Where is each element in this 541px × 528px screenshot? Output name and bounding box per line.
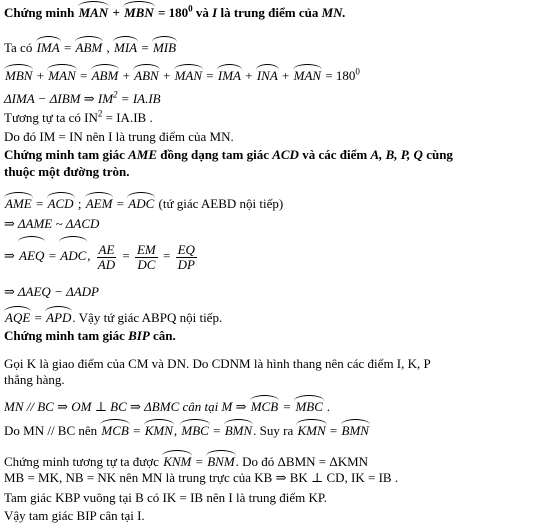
s2-line-3: ⇒ AEQ = ADC, $\frac{AE}{AD}$ = $\frac{EM}{DC}$ = $\frac{EQ}{DP}$ [4, 241, 195, 272]
s3-line-1: Gọi K là giao điểm của CM và DN. Do CDNM là hình thang nên các điểm I, K, P [4, 356, 431, 371]
arc-angle: ABN [134, 68, 159, 83]
s2-line-4: ⇒ ΔAEQ − ΔADP [4, 284, 99, 299]
arc-angle: MBC [181, 423, 209, 438]
arc-angle: ADC [128, 196, 155, 211]
arc-angle: IMA [217, 68, 241, 83]
arc-angle: MCB [101, 423, 129, 438]
section2-heading: Chứng minh tam giác AME đồng dạng tam giác ACD và các điểm A, B, P, Q cùng [4, 147, 453, 162]
s1-line-2: MBN + MAN = ABM + ABN + MAN = IMA + INA + MAN = $180^0$ [5, 66, 360, 83]
s3-line-6: MB = MK, NB = NK nên MN là trung trực của KB ⇒ BK ⊥ CD, IK = IB . [4, 470, 399, 485]
arc-angle: APD [46, 310, 72, 325]
arc-man: MAN [78, 5, 109, 20]
s3-line-3: MN // BC ⇒ OM ⊥ BC ⇒ ΔBMC cân tại M ⇒ MCB = MBC . [4, 399, 331, 414]
s1-line-5: Do đó IM = IN nên I là trung điểm của MN. [4, 129, 234, 144]
s2-line-5: AQE = APD. Vậy tứ giác ABPQ nội tiếp. [5, 310, 223, 325]
s3-line-4: Do MN // BC nên MCB = KMN, MBC = BMN. Suy ra KMN = BMN [4, 423, 369, 438]
s2-line-2: ⇒ ΔAME ~ ΔACD [4, 216, 100, 231]
arc-angle: MIA [114, 40, 138, 55]
s3-line-5: Chứng minh tương tự ta được KNM = BNM. Do đó ΔBMN = ΔKMN [4, 454, 369, 469]
s1-line-1: Ta có IMA = ABM , MIA = MIB [4, 40, 177, 55]
arc-angle: MAN [48, 68, 76, 83]
arc-angle: MAN [293, 68, 322, 83]
s3-line-2: thẳng hàng. [4, 372, 65, 387]
arc-angle: BMN [224, 423, 253, 438]
arc-angle: KMN [144, 423, 173, 438]
arc-angle: ADC [59, 240, 87, 272]
arc-mbn: MBN [124, 5, 154, 20]
s1-line-3: ΔIMA − ΔIBM ⇒ $IM^2 = IA.IB$ [4, 89, 161, 106]
arc-angle: MBC [295, 399, 323, 414]
fraction-em-dc: $\frac{EM}{DC}$ [136, 241, 156, 272]
arc-angle: BNM [207, 454, 235, 469]
arc-angle: BMN [341, 423, 369, 438]
arc-angle: AEM [85, 196, 113, 211]
section3-heading: Chứng minh tam giác BIP cân. [4, 328, 176, 343]
section2-heading-line2: thuộc một đường tròn. [4, 164, 130, 179]
arc-angle: MAN [174, 68, 203, 83]
s1-line-4: Tương tự ta có $IN^2 = IA.IB$ . [4, 108, 153, 125]
arc-angle: IMA [36, 40, 60, 55]
arc-angle: MCB [250, 399, 279, 414]
fraction-ae-ad: $\frac{AE}{AD}$ [97, 241, 116, 272]
arc-angle: MIB [152, 40, 177, 55]
arc-angle: MBN [5, 68, 33, 83]
fraction-eq-dp: $\frac{EQ}{DP}$ [177, 241, 195, 272]
arc-angle: KNM [163, 454, 192, 469]
arc-angle: AEQ [18, 240, 45, 272]
s2-line-1: AME = ACD ; AEM = ADC (tứ giác AEBD nội tiếp) [5, 196, 284, 211]
section1-heading: Chứng minh MAN + MBN = $180^0$ và I là trung điểm của MN. [4, 3, 346, 20]
arc-angle: AQE [5, 310, 31, 325]
arc-angle: ACD [47, 196, 74, 211]
arc-angle: AME [5, 196, 32, 211]
arc-angle: ABM [75, 40, 103, 55]
s3-line-7: Tam giác KBP vuông tại B có IK = IB nên I là trung điểm KP. [4, 490, 327, 505]
arc-angle: KMN [297, 423, 326, 438]
arc-angle: INA [256, 68, 278, 83]
arc-angle: ABM [91, 68, 119, 83]
s3-line-8: Vậy tam giác BIP cân tại I. [4, 508, 145, 523]
